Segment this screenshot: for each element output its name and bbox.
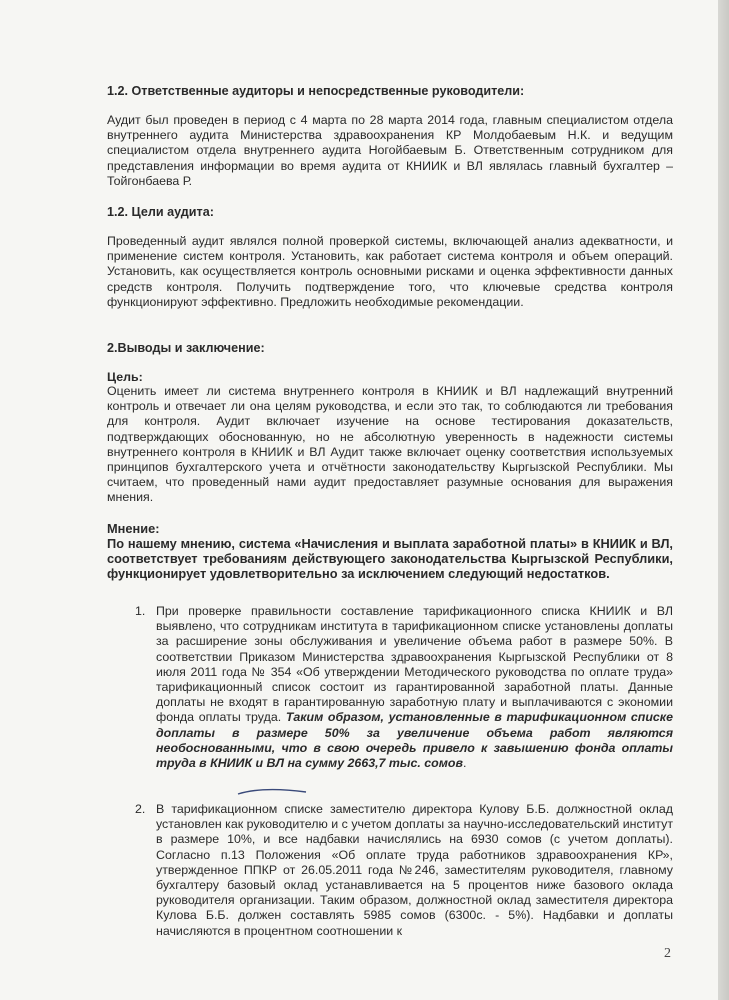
purpose-paragraph: Оценить имеет ли система внутреннего контроля в КНИИК и ВЛ надлежащий внутренний контроль и отвечает ли она целям руководства, и если это так, то соблюдаются ли требования для контроля. Аудит включает изучение на основе тестирования доказательств, подтверждающих обоснованную, но не абсолютную уверенность в надежности системы внутреннего контроля в КНИИК и ВЛ Аудит также включает оценку соответствия используемых принципов бухгалтерского учета и отчётности законодательству Кыргызской Республики. Мы считаем, что проведенный нами аудит предоставляет разумные основания для выражения мнения.	[107, 384, 673, 505]
opinion-paragraph: По нашему мнению, система «Начисления и выплата заработной платы» в КНИИК и ВЛ, соответствует требованиям действующего законодательства Кыргызской Республики, функционирует удовлетворительно за исключением следующий недостатков.	[107, 536, 673, 582]
finding-1-number: 1.	[135, 604, 146, 618]
audit-goals-heading: 1.2. Цели аудита:	[107, 205, 214, 219]
page-edge	[718, 0, 729, 1000]
page-number: 2	[664, 946, 671, 961]
finding-1-end: .	[462, 756, 467, 771]
finding-1-emphasis: Таким образом, установленные в тарификационном списке доплаты в размере 50% за увеличение объема работ являются необоснованными, что в свою очередь привело к завышению фонда оплаты труда в КНИИК и ВЛ на сумму 2663,7 тыс. сомов	[156, 710, 673, 771]
purpose-label: Цель:	[107, 370, 143, 384]
conclusions-heading: 2.Выводы и заключение:	[107, 341, 265, 355]
finding-1-text: При проверке правильности составление тарификационного списка КНИИК и ВЛ выявлено, что сотрудникам института в тарификационном списке установлены доплаты за расширение зоны обслуживания и увеличение объема работ в размере 50%. В соответствии Приказом Министерства здравоохранения Кыргызской Республики от 8 июля 2011 года № 354 «Об утверждении Методического руководства по оплате труда» тарификационный список состоит из гарантированной заработной платы. Данные доплаты не входят в гарантированную заработную плату и выплачиваются с экономии фонда оплаты труда.	[156, 604, 673, 725]
pen-underline-mark	[236, 787, 308, 797]
opinion-label: Мнение:	[107, 521, 160, 536]
responsible-auditors-heading: 1.2. Ответственные аудиторы и непосредственные руководители:	[107, 84, 525, 98]
audit-goals-paragraph: Проведенный аудит являлся полной проверкой системы, включающей анализ адекватности, и применение систем контроля. Установить, как работает система контроля и объем операций. Установить, как осуществляется контроль основными рисками и оценка эффективности данных средств контроля. Получить подтверждение того, что ключевые средства контроля функционируют эффективно. Предложить необходимые рекомендации.	[107, 234, 673, 309]
responsible-auditors-paragraph: Аудит был проведен в период с 4 марта по 28 марта 2014 года, главным специалистом отдела внутреннего аудита Министерства здравоохранения КР Молдобаевым Н.К. и ведущим специалистом отдела внутреннего аудита Ногойбаевым Б. Ответственным сотрудником для представления информации во время аудита от КНИИК и ВЛ являлась главный бухгалтер – Тойгонбаева Р.	[107, 113, 673, 188]
finding-2-number: 2.	[135, 802, 146, 816]
finding-1-paragraph	[156, 604, 673, 771]
finding-2-paragraph: В тарификационном списке заместителю директора Кулову Б.Б. должностной оклад установлен как руководителю и с учетом доплаты за научно-исследовательский институт в размере 10%, и все надбавки начислялись на 6930 сомов (с учетом доплаты). Согласно п.13 Положения «Об оплате труда работников здравоохранения КР», утвержденное ППКР от 26.05.2011 года №246, заместителям руководителя, главному бухгалтеру базовый оклад устанавливается на 5 процентов ниже базового оклада руководителя организации. Таким образом, должностной оклад заместителя директора Кулова Б.Б. должен составлять 5985 сомов (6300с. - 5%). Надбавки и доплаты начисляются в процентном соотношении к	[156, 802, 673, 938]
